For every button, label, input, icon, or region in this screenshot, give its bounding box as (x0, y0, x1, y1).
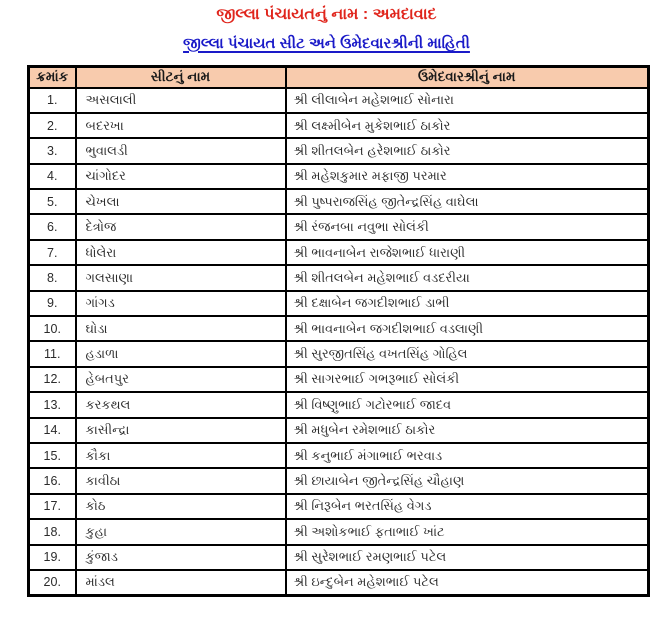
cell-candidate: શ્રી છાયાબેન જીતેન્દ્રસિંહ ચૌહાણ (286, 468, 649, 493)
cell-seat: કૌકા (76, 443, 286, 468)
cell-serial: 7. (29, 240, 76, 265)
cell-serial: 12. (29, 367, 76, 392)
cell-serial: 11. (29, 341, 76, 366)
cell-seat: ગાંગડ (76, 291, 286, 316)
cell-seat: કરકથલ (76, 392, 286, 417)
cell-seat: બદરખા (76, 113, 286, 138)
cell-candidate: શ્રી શીતલબેન મહેશભાઈ વડદરીયા (286, 265, 649, 290)
cell-candidate: શ્રી સાગરભાઈ ગભરૂભાઈ સોલંકી (286, 367, 649, 392)
cell-candidate: શ્રી ભાવનાબેન જગદીશભાઈ વડલાણી (286, 316, 649, 341)
column-header-seat: સીટનું નામ (76, 67, 286, 88)
cell-seat: કાસીન્દ્રા (76, 418, 286, 443)
cell-serial: 17. (29, 494, 76, 519)
cell-seat: માંડલ (76, 570, 286, 595)
cell-candidate: શ્રી ઇન્દુબેન મહેશભાઈ પટેલ (286, 570, 649, 595)
table-row (29, 519, 649, 544)
table-row (29, 88, 649, 113)
cell-seat: ધોલેરા (76, 240, 286, 265)
cell-serial: 8. (29, 265, 76, 290)
cell-seat: કુહા (76, 519, 286, 544)
cell-serial: 20. (29, 570, 76, 595)
cell-serial: 10. (29, 316, 76, 341)
column-header-serial: ક્રમાંક (29, 67, 76, 88)
column-header-candidate: ઉમેદવારશ્રીનું નામ (286, 67, 649, 88)
cell-candidate: શ્રી દક્ષાબેન જગદીશભાઈ ડાભી (286, 291, 649, 316)
cell-candidate: શ્રી પુષ્પરાજસિંહ જીતેન્દ્રસિંહ વાઘેલા (286, 189, 649, 214)
cell-serial: 4. (29, 164, 76, 189)
cell-serial: 13. (29, 392, 76, 417)
table-row (29, 570, 649, 595)
cell-candidate: શ્રી સુરેશભાઈ રમણભાઈ પટેલ (286, 545, 649, 570)
cell-serial: 14. (29, 418, 76, 443)
cell-candidate: શ્રી રંજનબા નવુભા સોલંકી (286, 214, 649, 239)
cell-serial: 9. (29, 291, 76, 316)
table-row (29, 291, 649, 316)
table-header-row (29, 67, 649, 88)
table-row (29, 468, 649, 493)
cell-candidate: શ્રી કનુભાઈ મંગાભાઈ ભરવાડ (286, 443, 649, 468)
table-row (29, 367, 649, 392)
cell-serial: 16. (29, 468, 76, 493)
table-row (29, 265, 649, 290)
table-row (29, 418, 649, 443)
cell-serial: 3. (29, 138, 76, 163)
table-row (29, 443, 649, 468)
table-row (29, 494, 649, 519)
cell-seat: ઘોડા (76, 316, 286, 341)
cell-seat: ચાંગોદર (76, 164, 286, 189)
cell-seat: કુંજાડ (76, 545, 286, 570)
cell-serial: 18. (29, 519, 76, 544)
page-subtitle: જીલ્લા પંચાયત સીટ અને ઉમેદવારશ્રીની માહિતી (183, 35, 470, 52)
cell-serial: 1. (29, 88, 76, 113)
cell-serial: 5. (29, 189, 76, 214)
candidates-table (27, 65, 650, 597)
cell-seat: ગલસાણા (76, 265, 286, 290)
cell-candidate: શ્રી શીતલબેન હરેશભાઈ ઠાકોર (286, 138, 649, 163)
page-title: જીલ્લા પંચાયતનું નામ : અમદાવાદ (216, 6, 437, 23)
table-row (29, 164, 649, 189)
table-row (29, 240, 649, 265)
table-row (29, 113, 649, 138)
cell-seat: હડાળા (76, 341, 286, 366)
cell-candidate: શ્રી સુરજીતસિંહ વખતસિંહ ગોહિલ (286, 341, 649, 366)
cell-candidate: શ્રી મધુબેન રમેશભાઈ ઠાકોર (286, 418, 649, 443)
cell-candidate: શ્રી વિષ્ણુભાઈ ગટોરભાઈ જાદવ (286, 392, 649, 417)
cell-serial: 6. (29, 214, 76, 239)
cell-serial: 15. (29, 443, 76, 468)
cell-candidate: શ્રી ભાવનાબેન રાજેશભાઈ ધારાણી (286, 240, 649, 265)
cell-candidate: શ્રી લીલાબેન મહેશભાઈ સોનારા (286, 88, 649, 113)
cell-candidate: શ્રી મહેશકુમાર મફાજી પરમાર (286, 164, 649, 189)
table-row (29, 392, 649, 417)
table-row (29, 189, 649, 214)
cell-seat: ચેખલા (76, 189, 286, 214)
cell-candidate: શ્રી નિરૂબેન ભરતસિંહ વેગડ (286, 494, 649, 519)
cell-serial: 19. (29, 545, 76, 570)
cell-candidate: શ્રી લક્ષ્મીબેન મુકેશભાઈ ઠાકોર (286, 113, 649, 138)
cell-seat: કોઠ (76, 494, 286, 519)
table-row (29, 545, 649, 570)
cell-seat: ભુવાલડી (76, 138, 286, 163)
cell-candidate: શ્રી અશોકભાઈ ફતાભાઈ ખાંટ (286, 519, 649, 544)
table-row (29, 214, 649, 239)
table-row (29, 138, 649, 163)
cell-seat: કાવીઠા (76, 468, 286, 493)
table-body (29, 88, 649, 596)
cell-seat: દેત્રોજ (76, 214, 286, 239)
cell-serial: 2. (29, 113, 76, 138)
cell-seat: અસલાલી (76, 88, 286, 113)
table-row (29, 316, 649, 341)
cell-seat: હેબતપુર (76, 367, 286, 392)
table-row (29, 341, 649, 366)
